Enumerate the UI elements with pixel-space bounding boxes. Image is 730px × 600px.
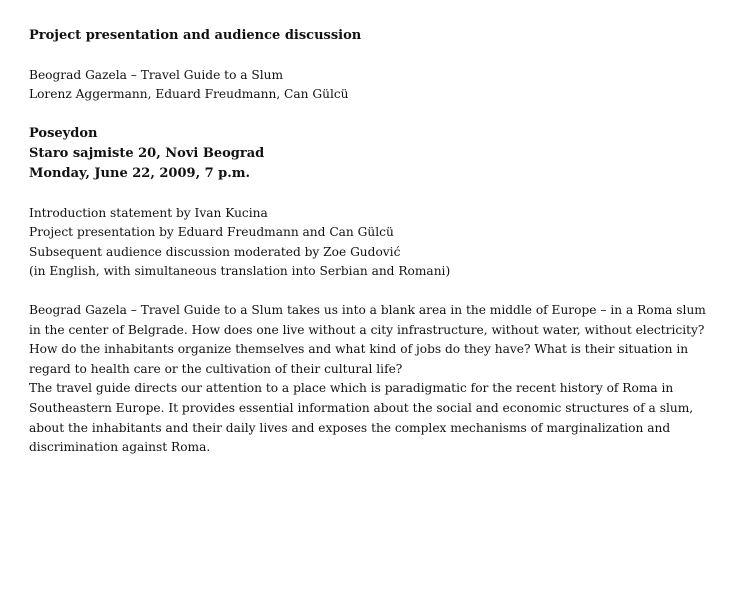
project-authors: Lorenz Aggermann, Eduard Freudmann, Can Gülcü (29, 87, 349, 101)
program-item: Subsequent audience discussion moderated by Zoe Gudović (29, 244, 401, 259)
page-title: Project presentation and audience discussion (29, 28, 362, 43)
program-item: Project presentation by Eduard Freudmann and Can Gülcü (29, 225, 394, 239)
spacer (29, 282, 709, 302)
event-address: Staro sajmiste 20, Novi Beograd (29, 146, 265, 161)
project-name: Beograd Gazela – Travel Guide to a Slum (29, 67, 284, 82)
program-item: Introduction statement by Ivan Kucina (29, 205, 268, 220)
program-item: (in English, with simultaneous translation into Serbian and Romani) (29, 264, 451, 278)
spacer (29, 184, 709, 204)
event-datetime: Monday, June 22, 2009, 7 p.m. (29, 166, 251, 181)
spacer (29, 46, 709, 66)
document-body (29, 26, 709, 458)
description-paragraph-2: The travel guide directs our attention to a place which is paradigmatic for the recent history of Roma in Southeastern Europe. It provides essential information about the social and economic structures of a slum, about the inhabitants and their daily lives and exposes the complex mechanisms of marginalization and discrimination against Roma. (29, 381, 694, 455)
description-paragraph-1: Beograd Gazela – Travel Guide to a Slum takes us into a blank area in the middle of Europe – in a Roma slum in the center of Belgrade. How does one live without a city infrastructure, without water, without electricity? How do the inhabitants organize themselves and what kind of jobs do they have? What is their situation in regard to health care or the cultivation of their cultural life? (29, 303, 706, 376)
event-venue: Poseydon (29, 126, 98, 141)
spacer (29, 105, 709, 125)
